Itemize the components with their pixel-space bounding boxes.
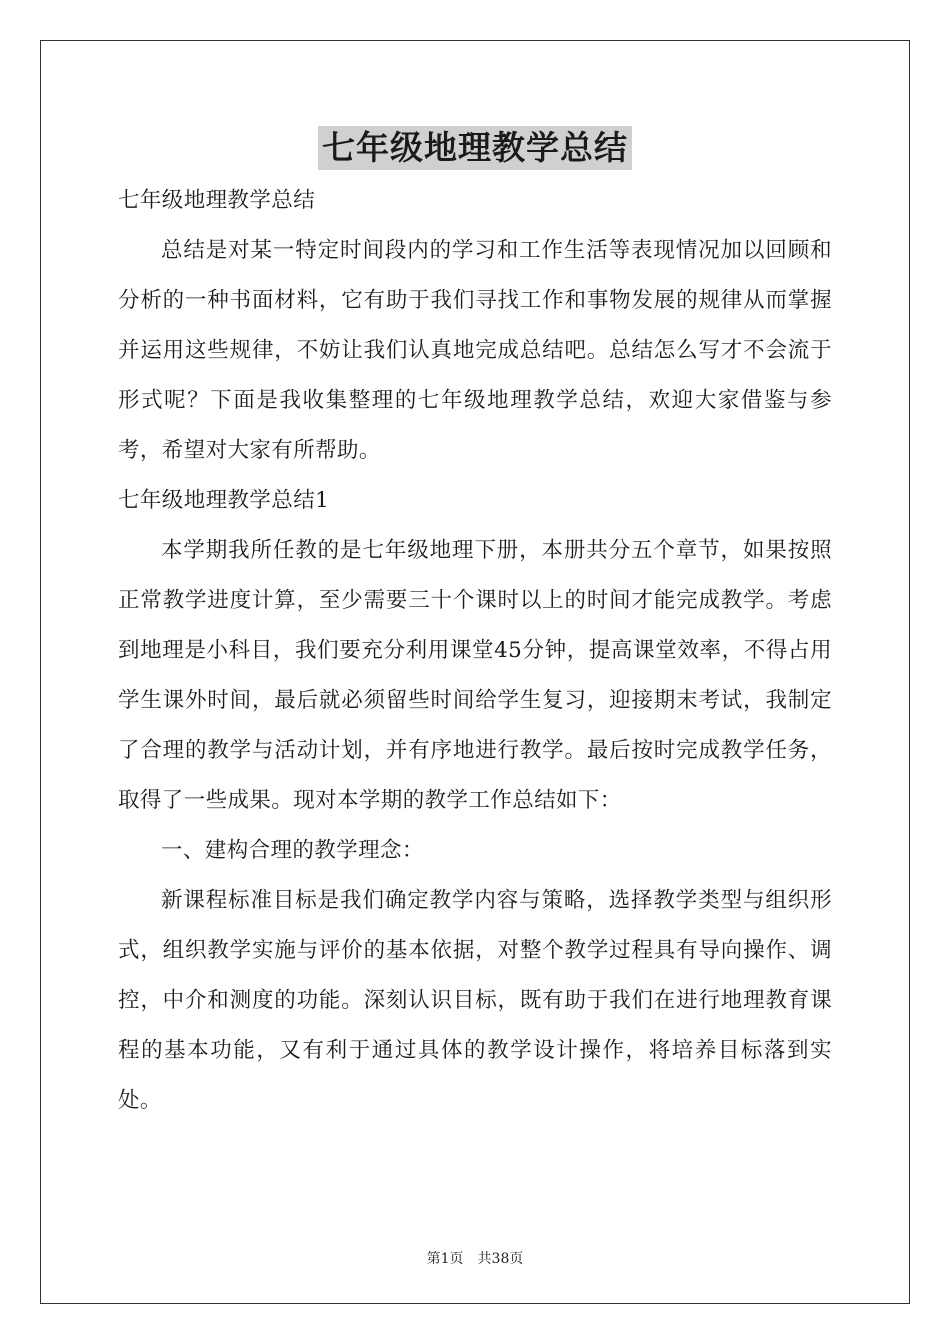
paragraph-body-2: 新课程标准目标是我们确定教学内容与策略，选择教学类型与组织形式，组织教学实施与评价的基本依据，对整个教学过程具有导向操作、调控，中介和测度的功能。深刻认识目标，既有助于我们在进行地理教育课程的基本功能，又有利于通过具体的教学设计操作，将培养目标落到实处。 (118, 888, 832, 1113)
page-footer: 第1页 共38页 (426, 1251, 524, 1267)
paragraph-subtitle: 七年级地理教学总结 (118, 188, 316, 213)
paragraph-intro: 总结是对某一特定时间段内的学习和工作生活等表现情况加以回顾和分析的一种书面材料，它有助于我们寻找工作和事物发展的规律从而掌握并运用这些规律，不妨让我们认真地完成总结吧。总结怎么写才不会流于形式呢？下面是我收集整理的七年级地理教学总结，欢迎大家借鉴与参考，希望对大家有所帮助。 (118, 238, 832, 463)
paragraph-section-heading: 七年级地理教学总结1 (118, 488, 330, 513)
title-container (0, 126, 950, 170)
paragraph-body: 本学期我所任教的是七年级地理下册，本册共分五个章节，如果按照正常教学进度计算，至少需要三十个课时以上的时间才能完成教学。考虑到地理是小科目，我们要充分利用课堂45分钟，提高课堂效率，不得占用学生课外时间，最后就必须留些时间给学生复习，迎接期末考试，我制定了合理的教学与活动计划，并有序地进行教学。最后按时完成教学任务，取得了一些成果。现对本学期的教学工作总结如下： (118, 538, 832, 813)
paragraph-subheading: 一、建构合理的教学理念： (161, 838, 424, 863)
document-title: 七年级地理教学总结 (318, 126, 632, 170)
document-body (118, 176, 832, 1126)
